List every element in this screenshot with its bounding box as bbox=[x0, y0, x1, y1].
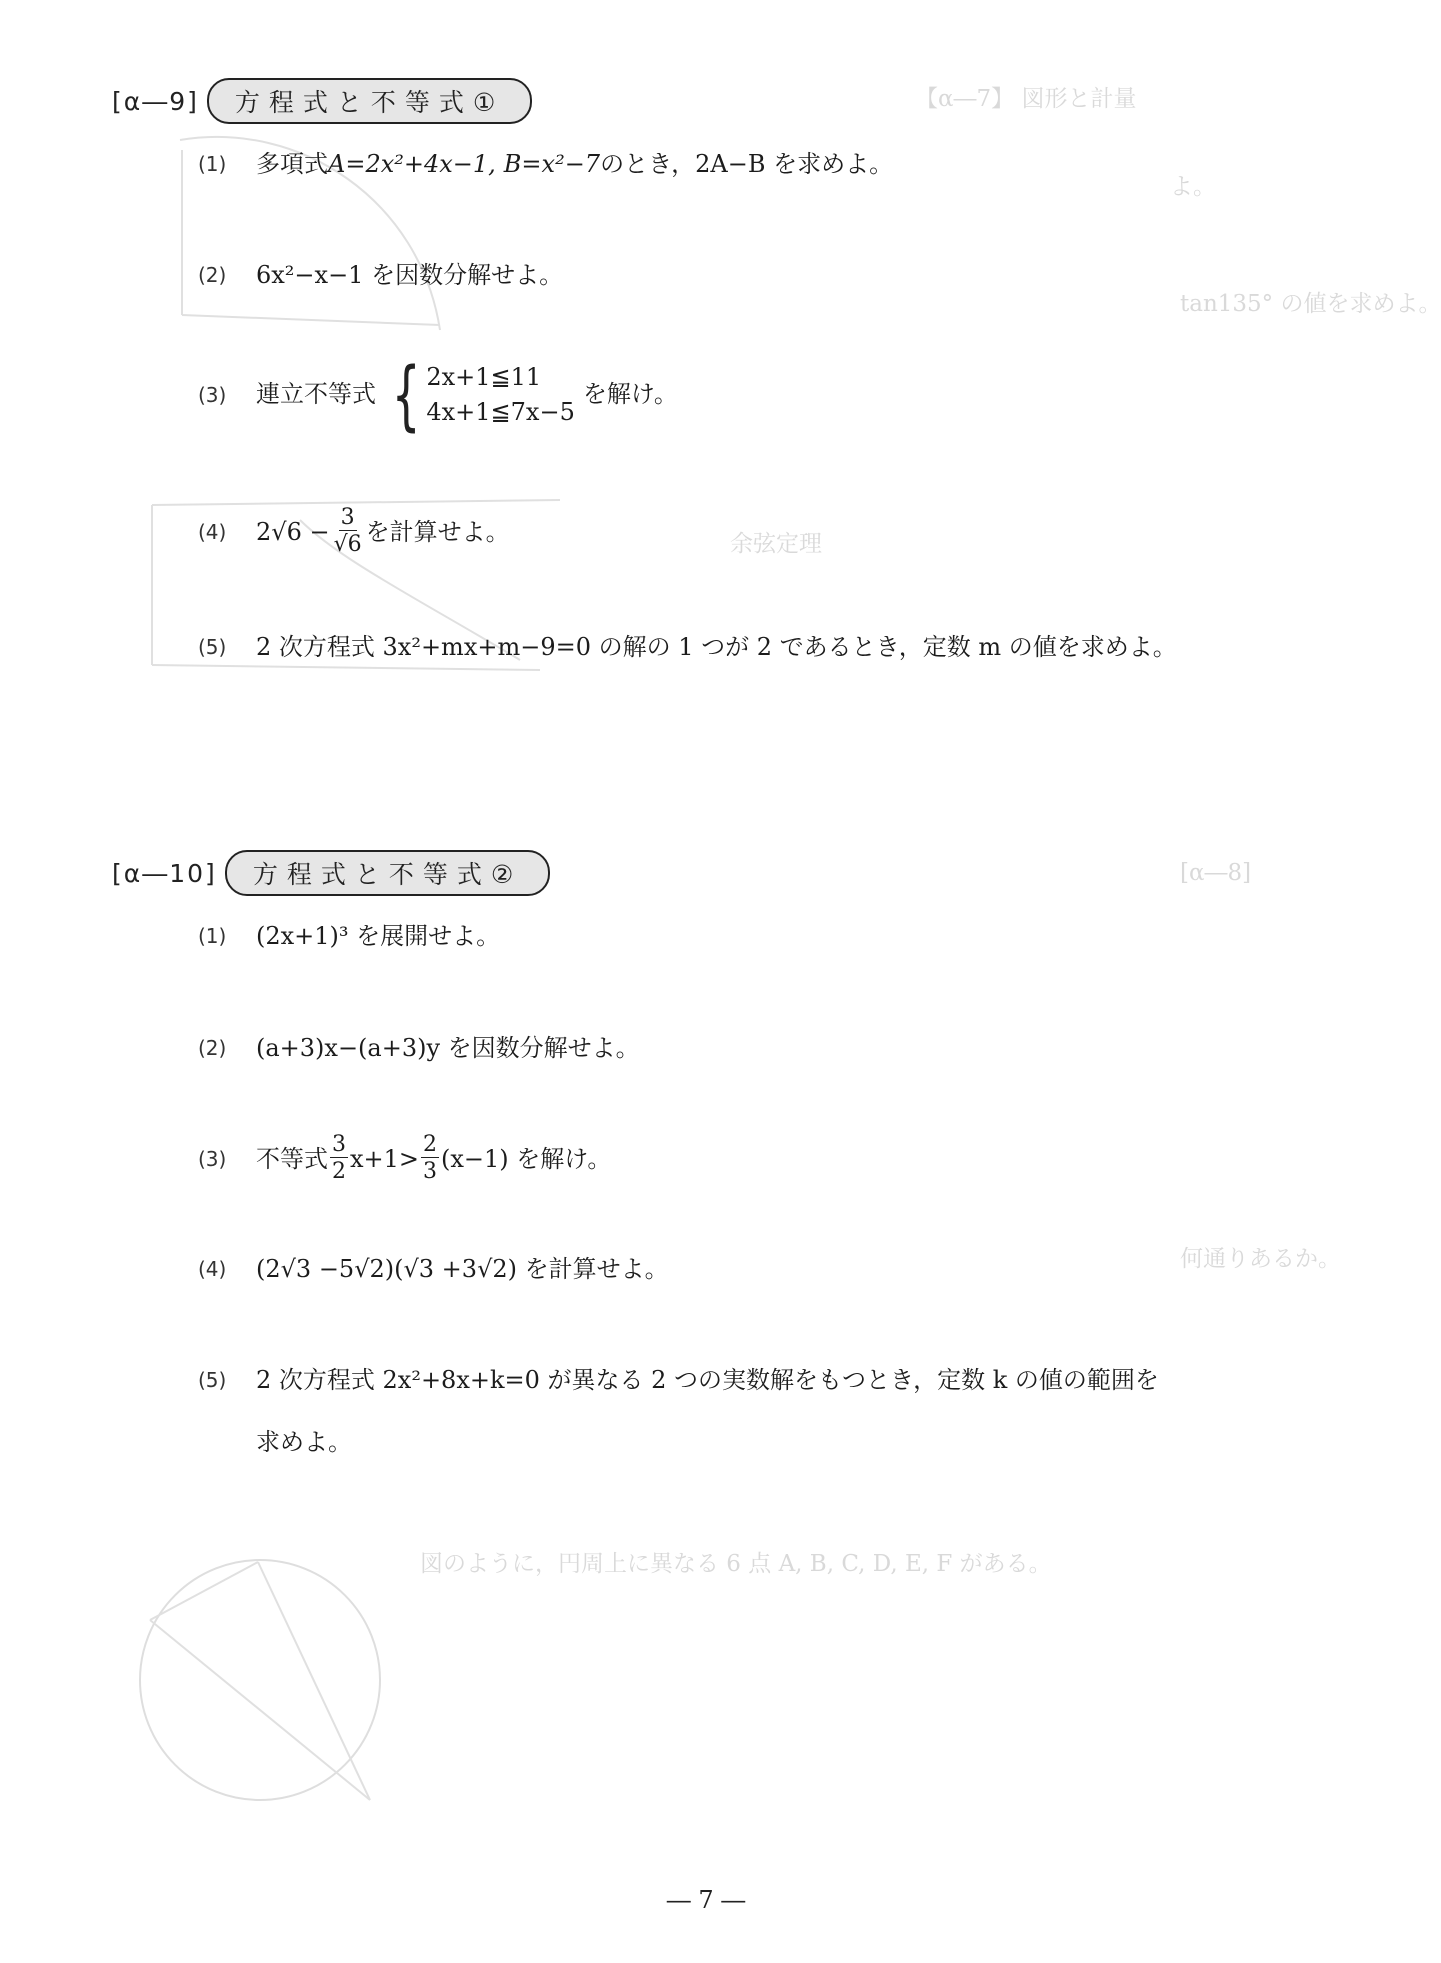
section-code: [α―10] bbox=[112, 858, 217, 888]
polynomial-b: B=x²−7 bbox=[503, 150, 601, 178]
fraction bbox=[330, 1132, 348, 1186]
problem-text: 6x²−x−1 を因数分解せよ。 bbox=[256, 261, 564, 289]
problem-text: 2 次方程式 3x²+mx+m−9=0 の解の 1 つが 2 であるとき，定数 m の値を求めよ。 bbox=[256, 633, 1177, 661]
problem-4 bbox=[198, 1255, 669, 1284]
problem-text: (2√3 −5√2)(√3 +3√2) を計算せよ。 bbox=[256, 1255, 669, 1283]
problem-text-continuation: 求めよ。 bbox=[256, 1428, 352, 1456]
problem-5 bbox=[198, 633, 1177, 662]
problem-text: 2 次方程式 2x²+8x+k=0 が異なる 2 つの実数解をもつとき，定数 k の値の範囲を bbox=[256, 1366, 1159, 1394]
problem-text: (a+3)x−(a+3)y を因数分解せよ。 bbox=[256, 1034, 640, 1062]
section-header-alpha-9 bbox=[112, 78, 532, 124]
expression-middle: x+1> bbox=[350, 1144, 420, 1173]
expression-tail: (x−1) を解け。 bbox=[441, 1144, 612, 1173]
page-number: ― 7 ― bbox=[666, 1886, 746, 1914]
bleed-text: よ。 bbox=[1170, 174, 1216, 200]
problem-question: のとき，2A−B を求めよ。 bbox=[600, 150, 894, 178]
fraction bbox=[421, 1132, 439, 1186]
fraction-numerator: 3 bbox=[340, 505, 355, 530]
problem-5 bbox=[198, 1366, 1159, 1395]
bleed-text: tan135° の値を求めよ。 bbox=[1180, 291, 1441, 317]
problem-text: 多項式 bbox=[256, 150, 328, 178]
section-title: 方程式と不等式② bbox=[225, 850, 550, 896]
problem-1 bbox=[198, 150, 893, 179]
bleed-text: 何通りあるか。 bbox=[1180, 1246, 1341, 1272]
problem-number: (1) bbox=[198, 152, 227, 177]
section-header-alpha-10 bbox=[112, 850, 550, 896]
left-brace: { bbox=[391, 349, 421, 439]
problem-number: (3) bbox=[198, 1146, 227, 1171]
problem-suffix: を解け。 bbox=[582, 380, 678, 409]
problem-number: (2) bbox=[198, 263, 227, 288]
problem-number: (2) bbox=[198, 1036, 227, 1061]
bleed-text: 図のように，円周上に異なる 6 点 A, B, C, D, E, F がある。 bbox=[420, 1551, 1052, 1577]
fraction-denominator: √6 bbox=[333, 532, 362, 558]
problem-2 bbox=[198, 261, 563, 290]
inequality-line: 4x+1≦7x−5 bbox=[426, 397, 575, 426]
polynomial-a: A=2x²+4x−1, bbox=[328, 150, 496, 178]
problem-number: (4) bbox=[198, 1257, 227, 1282]
expression-lead: 2√6 − bbox=[256, 517, 330, 546]
problem-number: (1) bbox=[198, 924, 227, 949]
problem-4 bbox=[198, 505, 510, 559]
problem-prefix: 不等式 bbox=[256, 1144, 328, 1173]
fraction-denominator: 2 bbox=[332, 1159, 346, 1185]
problem-text: (2x+1)³ を展開せよ。 bbox=[256, 922, 501, 950]
problem-prefix: 連立不等式 bbox=[256, 380, 376, 409]
problem-suffix: を計算せよ。 bbox=[365, 517, 510, 546]
fraction-numerator: 3 bbox=[332, 1132, 346, 1157]
problem-3 bbox=[198, 349, 678, 439]
inequality-system bbox=[382, 349, 575, 439]
bleed-text: 【α―7】 図形と計量 bbox=[915, 86, 1137, 112]
problem-number: (4) bbox=[198, 519, 227, 544]
problem-number: (3) bbox=[198, 382, 227, 407]
problem-3 bbox=[198, 1132, 611, 1186]
fraction-denominator: 3 bbox=[423, 1159, 438, 1185]
problem-number: (5) bbox=[198, 1368, 227, 1393]
inequality-line: 2x+1≦11 bbox=[426, 363, 542, 391]
problem-2 bbox=[198, 1034, 640, 1063]
section-code: [α―9] bbox=[112, 86, 199, 116]
problem-1 bbox=[198, 922, 500, 951]
section-title: 方程式と不等式① bbox=[207, 78, 532, 124]
fraction-numerator: 2 bbox=[423, 1132, 438, 1157]
problem-number: (5) bbox=[198, 635, 227, 660]
fraction bbox=[332, 505, 364, 559]
bleed-text: [α―8] bbox=[1180, 860, 1252, 886]
bleed-text: 余弦定理 bbox=[730, 531, 822, 557]
